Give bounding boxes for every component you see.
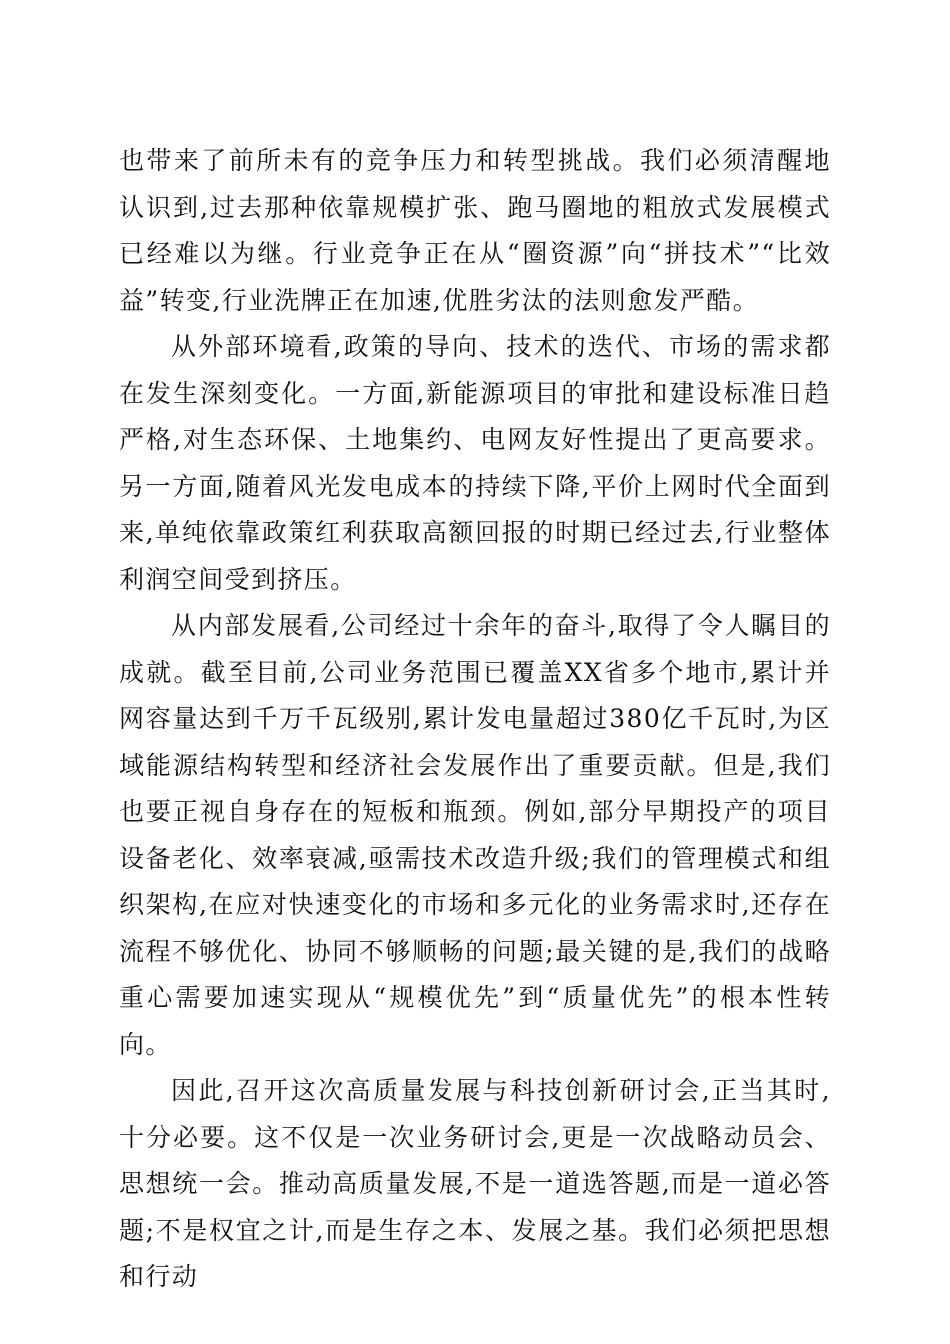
paragraph-continuation: 也带来了前所未有的竞争压力和转型挑战。我们必须清醒地认识到,过去那种依靠规模扩张、跑马圈地的粗放式发展模式已经难以为继。行业竞争正在从“圈资源”向“拼技术”“比效益”转变,行业洗牌正在加速,优胜劣汰的法则愈发严酷。 <box>119 146 831 315</box>
document-body <box>119 138 831 1301</box>
paragraph-conclusion: 因此,召开这次高质量发展与科技创新研讨会,正当其时,十分必要。这不仅是一次业务研讨会,更是一次战略动员会、思想统一会。推动高质量发展,不是一道选答题,而是一道必答题;不是权宜之计,而是生存之本、发展之基。我们必须把思想和行动 <box>119 1076 831 1291</box>
paragraph-internal-development: 从内部发展看,公司经过十余年的奋斗,取得了令人瞩目的成就。截至目前,公司业务范围已覆盖XX省多个地市,累计并网容量达到千万千瓦级别,累计发电量超过380亿千瓦时,为区域能源结构转型和经济社会发展作出了重要贡献。但是,我们也要正视自身存在的短板和瓶颈。例如,部分早期投产的项目设备老化、效率衰减,亟需技术改造升级;我们的管理模式和组织架构,在应对快速变化的市场和多元化的业务需求时,还存在流程不够优化、协同不够顺畅的问题;最关键的是,我们的战略重心需要加速实现从“规模优先”到“质量优先”的根本性转向。 <box>119 611 831 1059</box>
paragraph-external-environment: 从外部环境看,政策的导向、技术的迭代、市场的需求都在发生深刻变化。一方面,新能源项目的审批和建设标准日趋严格,对生态环保、土地集约、电网友好性提出了更高要求。另一方面,随着风光发电成本的持续下降,平价上网时代全面到来,单纯依靠政策红利获取高额回报的时期已经过去,行业整体利润空间受到挤压。 <box>119 332 831 594</box>
